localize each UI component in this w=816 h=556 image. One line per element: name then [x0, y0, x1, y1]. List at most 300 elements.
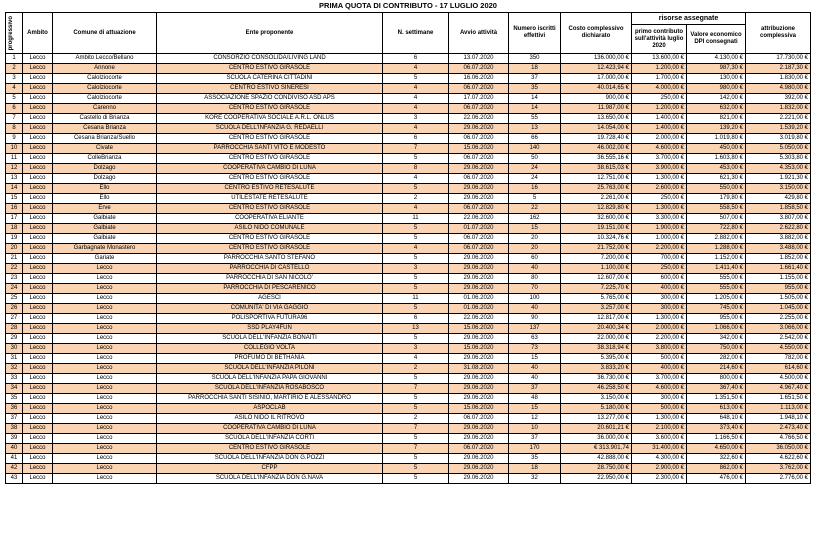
table-cell: 40.014,65 € [561, 84, 632, 94]
table-cell: 4 [383, 94, 449, 104]
table-cell: Lecco [23, 354, 53, 364]
table-cell: Ambito Lecco/Bellano [53, 54, 157, 64]
table-cell: 24 [509, 164, 561, 174]
table-cell: Lecco [53, 264, 157, 274]
table-cell: 29.06.2020 [449, 164, 509, 174]
table-cell: SSD PLAY4FUN [157, 324, 383, 334]
table-cell: Lecco [23, 394, 53, 404]
table-cell: 1.288,00 € [687, 244, 746, 254]
table-cell: Lecco [23, 184, 53, 194]
table-cell: 1.948,10 € [746, 414, 811, 424]
table-cell: 31 [6, 354, 23, 364]
contributions-table [5, 12, 811, 484]
table-cell: 12 [6, 164, 23, 174]
table-row [6, 74, 811, 84]
table-row [6, 164, 811, 174]
table-cell: 980,00 € [687, 84, 746, 94]
table-cell: KORE COOPERATIVA SOCIALE A.R.L. ONLUS [157, 114, 383, 124]
table-row [6, 394, 811, 404]
table-cell: CENTRO ESTIVO GIRASOLE [157, 104, 383, 114]
table-cell: 48 [509, 394, 561, 404]
table-cell: 29.06.2020 [449, 124, 509, 134]
table-cell: 4 [383, 64, 449, 74]
table-cell: 5 [383, 404, 449, 414]
table-row [6, 224, 811, 234]
table-cell: 13 [383, 324, 449, 334]
table-cell: 342,00 € [687, 334, 746, 344]
table-cell: 06.07.2020 [449, 234, 509, 244]
table-cell: 06.07.2020 [449, 444, 509, 454]
table-cell: 6 [383, 54, 449, 64]
table-cell: Erve [53, 204, 157, 214]
table-cell: CENTRO ESTIVO GIRASOLE [157, 204, 383, 214]
table-cell: 35 [509, 454, 561, 464]
table-cell: 137 [509, 324, 561, 334]
table-cell: 29 [6, 334, 23, 344]
table-cell: 35 [6, 394, 23, 404]
table-row [6, 314, 811, 324]
table-cell: 25.763,00 € [561, 184, 632, 194]
table-cell: 5 [383, 74, 449, 84]
table-cell: 7 [383, 144, 449, 154]
table-cell: 90 [509, 314, 561, 324]
table-cell: 4.967,40 € [746, 384, 811, 394]
table-cell: 745,00 € [687, 304, 746, 314]
table-cell: 20 [509, 234, 561, 244]
table-cell: Lecco [23, 194, 53, 204]
table-cell: 12.423,94 € [561, 64, 632, 74]
table-cell: 2.000,00 € [632, 134, 687, 144]
table-cell: 20.601,21 € [561, 424, 632, 434]
table-cell: 4 [383, 104, 449, 114]
table-cell: 1.400,00 € [632, 114, 687, 124]
table-cell: 36 [6, 404, 23, 414]
table-cell: 5 [383, 474, 449, 484]
table-cell: 392,00 € [746, 94, 811, 104]
table-cell: 2 [383, 364, 449, 374]
table-cell: 01.06.2020 [449, 304, 509, 314]
table-cell: 29.06.2020 [449, 194, 509, 204]
table-cell: 29.06.2020 [449, 464, 509, 474]
table-cell: 2.200,00 € [632, 334, 687, 344]
table-cell: 2.542,00 € [746, 334, 811, 344]
table-cell: CENTRO ESTIVO RETESALUTE [157, 184, 383, 194]
table-cell: 4 [383, 204, 449, 214]
table-cell: 22.06.2020 [449, 214, 509, 224]
table-cell: 5 [383, 154, 449, 164]
table-cell: Lecco [23, 404, 53, 414]
table-cell: 800,00 € [687, 374, 746, 384]
table-cell: 5 [383, 334, 449, 344]
table-cell: 7.200,00 € [561, 254, 632, 264]
table-cell: 60 [509, 254, 561, 264]
table-cell: 19 [6, 234, 23, 244]
table-cell: Lecco [23, 124, 53, 134]
table-cell: 555,00 € [687, 274, 746, 284]
table-cell: 13.07.2020 [449, 54, 509, 64]
table-cell: 40 [6, 444, 23, 454]
table-cell: PARROCCHIA DI CASTELLO [157, 264, 383, 274]
table-cell: 450,00 € [687, 144, 746, 154]
table-cell: 5 [383, 394, 449, 404]
table-cell: 40 [509, 364, 561, 374]
table-cell: Lecco [53, 384, 157, 394]
table-cell: 42 [6, 464, 23, 474]
table-cell: 10 [509, 424, 561, 434]
table-cell: Lecco [23, 254, 53, 264]
table-cell: AGESCI [157, 294, 383, 304]
table-row [6, 174, 811, 184]
table-cell: SCUOLA DELL'INFANZIA CORTI [157, 434, 383, 444]
table-cell: 24 [509, 174, 561, 184]
table-cell: CENTRO ESTIVO GIRASOLE [157, 444, 383, 454]
table-cell: 40 [509, 304, 561, 314]
table-cell: 36.050,00 € [746, 444, 811, 454]
table-cell: 4.353,00 € [746, 164, 811, 174]
table-cell: 2.187,30 € [746, 64, 811, 74]
table-cell: 70 [509, 284, 561, 294]
table-row [6, 444, 811, 454]
table-cell: 11.987,00 € [561, 104, 632, 114]
table-cell: Annone [53, 64, 157, 74]
table-cell: SCUOLA DELL'INFANZIA ROSABOSCO [157, 384, 383, 394]
table-cell: 162 [509, 214, 561, 224]
table-cell: 12.829,80 € [561, 204, 632, 214]
table-cell: 142,00 € [687, 94, 746, 104]
table-cell: COLLEGIO VOLTA [157, 344, 383, 354]
table-cell: 21.752,00 € [561, 244, 632, 254]
table-cell: 15.06.2020 [449, 404, 509, 414]
table-cell: Lecco [53, 444, 157, 454]
table-cell: 2.221,00 € [746, 114, 811, 124]
table-cell: 13 [6, 174, 23, 184]
table-cell: 5 [383, 254, 449, 264]
table-cell: 900,00 € [561, 94, 632, 104]
table-row [6, 114, 811, 124]
table-row [6, 324, 811, 334]
table-cell: 15.06.2020 [449, 344, 509, 354]
table-cell: 8 [383, 164, 449, 174]
table-cell: 17.730,00 € [746, 54, 811, 64]
table-cell: 5.765,00 € [561, 294, 632, 304]
table-cell: 36.000,00 € [561, 434, 632, 444]
table-cell: 1.300,00 € [632, 314, 687, 324]
table-cell: 4.130,00 € [687, 54, 746, 64]
table-cell: 2.882,00 € [687, 234, 746, 244]
table-cell: Lecco [23, 414, 53, 424]
table-cell: 06.07.2020 [449, 174, 509, 184]
table-cell: 4.600,00 € [632, 144, 687, 154]
table-cell: 3 [383, 344, 449, 354]
table-cell: 1.830,00 € [746, 74, 811, 84]
table-cell: 32 [509, 474, 561, 484]
table-cell: 14 [509, 94, 561, 104]
table-cell: Lecco [23, 64, 53, 74]
table-cell: PARROCCHIA DI SAN NICOLO' [157, 274, 383, 284]
table-cell: COMUNITA' DI VIA GAGGIO [157, 304, 383, 314]
table-cell: 1.505,00 € [746, 294, 811, 304]
table-cell: 13 [509, 124, 561, 134]
table-cell: Calolziocorte [53, 84, 157, 94]
table-cell: 429,80 € [746, 194, 811, 204]
table-cell: 9 [6, 134, 23, 144]
table-cell: 22.06.2020 [449, 314, 509, 324]
table-cell: 39 [6, 434, 23, 444]
table-row [6, 424, 811, 434]
col-primo-contributo: primo contributo sull'attività luglio 2020 [632, 25, 687, 54]
table-cell: 987,30 € [687, 64, 746, 74]
table-cell: Lecco [23, 154, 53, 164]
table-cell: 14 [6, 184, 23, 194]
table-cell: 3.900,00 € [632, 164, 687, 174]
table-cell: 41 [6, 454, 23, 464]
table-cell: 300,00 € [632, 304, 687, 314]
table-cell: Lecco [23, 424, 53, 434]
table-cell: Lecco [53, 354, 157, 364]
table-cell: Lecco [23, 274, 53, 284]
table-cell: 1.832,00 € [746, 104, 811, 114]
table-cell: CENTRO ESTIVO SINERESI [157, 84, 383, 94]
table-cell: 13.277,00 € [561, 414, 632, 424]
table-cell: CENTRO ESTIVO GIRASOLE [157, 64, 383, 74]
table-cell: 6 [383, 134, 449, 144]
table-cell: 38.318,94 € [561, 344, 632, 354]
table-cell: 32.600,00 € [561, 214, 632, 224]
table-cell: 01.06.2020 [449, 294, 509, 304]
table-cell: 7 [6, 114, 23, 124]
table-cell: Lecco [53, 424, 157, 434]
table-cell: 136.000,00 € [561, 54, 632, 64]
table-cell: 3.150,00 € [746, 184, 811, 194]
table-cell: 20 [509, 244, 561, 254]
table-cell: ColleBrianza [53, 154, 157, 164]
table-cell: 400,00 € [632, 364, 687, 374]
table-cell: 17.07.2020 [449, 94, 509, 104]
table-cell: Lecco [53, 364, 157, 374]
table-cell: 1.300,00 € [632, 414, 687, 424]
table-cell: 11 [383, 294, 449, 304]
table-row [6, 454, 811, 464]
table-cell: CONSORZIO CONSOLIDA/LIVING LAND [157, 54, 383, 64]
table-cell: 821,00 € [687, 114, 746, 124]
table-row [6, 474, 811, 484]
table-cell: 2.473,40 € [746, 424, 811, 434]
table-cell: 1.155,00 € [746, 274, 811, 284]
table-cell: 46.258,50 € [561, 384, 632, 394]
table-cell: 18 [509, 64, 561, 74]
table-cell: 20 [6, 244, 23, 254]
table-cell: 558,50 € [687, 204, 746, 214]
table-cell: 4.000,00 € [632, 84, 687, 94]
table-cell: Cesana Brianza/Suello [53, 134, 157, 144]
table-cell: 42.888,00 € [561, 454, 632, 464]
table-cell: Castello di Brianza [53, 114, 157, 124]
table-cell: Lecco [53, 304, 157, 314]
table-cell: 476,00 € [687, 474, 746, 484]
table-cell: POLISPORTIVA FUTURA96 [157, 314, 383, 324]
table-cell: Lecco [23, 134, 53, 144]
table-cell: 7.225,70 € [561, 284, 632, 294]
table-row [6, 244, 811, 254]
table-cell: 15 [6, 194, 23, 204]
table-cell: 5 [383, 284, 449, 294]
table-row [6, 284, 811, 294]
table-row [6, 304, 811, 314]
table-cell: Lecco [53, 324, 157, 334]
table-cell: 17 [6, 214, 23, 224]
table-cell: 5.180,00 € [561, 404, 632, 414]
table-cell: 550,00 € [687, 184, 746, 194]
table-cell: Lecco [23, 334, 53, 344]
table-row [6, 464, 811, 474]
table-cell: 322,60 € [687, 454, 746, 464]
table-cell: 3.800,00 € [632, 344, 687, 354]
table-cell: Gariate [53, 254, 157, 264]
table-cell: 29.06.2020 [449, 254, 509, 264]
table-cell: € 313.901,74 [561, 444, 632, 454]
table-cell: 3 [6, 74, 23, 84]
table-cell: 5 [509, 194, 561, 204]
table-cell: 2 [383, 414, 449, 424]
table-cell: 22.06.2020 [449, 114, 509, 124]
table-cell: 3.150,00 € [561, 394, 632, 404]
table-cell: 25 [6, 294, 23, 304]
table-cell: Lecco [23, 444, 53, 454]
table-row [6, 434, 811, 444]
table-cell: Garbagnate Monastero [53, 244, 157, 254]
table-cell: 4 [383, 124, 449, 134]
table-cell: Lecco [23, 464, 53, 474]
table-cell: 1.411,40 € [687, 264, 746, 274]
table-cell: 5 [383, 224, 449, 234]
table-cell: 1.661,40 € [746, 264, 811, 274]
table-row [6, 54, 811, 64]
table-cell: 35 [509, 84, 561, 94]
table-cell: Lecco [23, 144, 53, 154]
table-cell: 4.766,50 € [746, 434, 811, 444]
table-cell: PARROCCHIA SANTI VITO E MODESTO [157, 144, 383, 154]
table-cell: 2.255,00 € [746, 314, 811, 324]
table-cell: 46.002,00 € [561, 144, 632, 154]
table-cell: 06.07.2020 [449, 414, 509, 424]
col-avvio: Avvio attività [449, 13, 509, 54]
table-cell: Lecco [23, 244, 53, 254]
table-cell: Lecco [53, 414, 157, 424]
table-cell: Lecco [23, 174, 53, 184]
table-cell: ASILO NIDO IL RITROVO [157, 414, 383, 424]
table-cell: 12 [509, 414, 561, 424]
table-cell: 700,00 € [632, 254, 687, 264]
table-cell: 50 [509, 154, 561, 164]
table-cell: 4 [6, 84, 23, 94]
table-cell: SCUOLA DELL'INFANZIA BONAITI [157, 334, 383, 344]
table-cell: 37 [6, 414, 23, 424]
table-cell: 5 [383, 234, 449, 244]
table-cell: 722,80 € [687, 224, 746, 234]
table-cell: 13.600,00 € [632, 54, 687, 64]
table-cell: Lecco [53, 404, 157, 414]
table-cell: 66 [509, 134, 561, 144]
table-row [6, 64, 811, 74]
table-cell: 4.300,00 € [632, 454, 687, 464]
table-row [6, 364, 811, 374]
col-risorse-group: risorse assegnate [632, 13, 746, 25]
table-cell: 1.400,00 € [632, 124, 687, 134]
table-cell: Lecco [53, 374, 157, 384]
table-cell: 782,00 € [746, 354, 811, 364]
table-cell: 16 [6, 204, 23, 214]
table-cell: Lecco [53, 454, 157, 464]
table-cell: Calolziocorte [53, 94, 157, 104]
table-cell: Lecco [23, 54, 53, 64]
table-cell: 139,20 € [687, 124, 746, 134]
table-cell: 06.07.2020 [449, 64, 509, 74]
table-cell: 500,00 € [632, 354, 687, 364]
table-cell: 350 [509, 54, 561, 64]
table-cell: 29.06.2020 [449, 474, 509, 484]
table-cell: 648,10 € [687, 414, 746, 424]
table-cell: 300,00 € [632, 394, 687, 404]
table-cell: 2.100,00 € [632, 424, 687, 434]
table-cell: COOPERATIVA CAMBIO DI LUNA [157, 424, 383, 434]
table-cell: 5.395,00 € [561, 354, 632, 364]
table-cell: 37 [509, 384, 561, 394]
table-cell: 06.07.2020 [449, 84, 509, 94]
table-cell: Lecco [23, 454, 53, 464]
table-cell: 1.300,00 € [632, 204, 687, 214]
table-row [6, 414, 811, 424]
table-cell: Dolzago [53, 174, 157, 184]
col-settimane: N. settimane [383, 13, 449, 54]
table-cell: 40 [509, 264, 561, 274]
table-cell: Galbiate [53, 214, 157, 224]
table-cell: 22 [6, 264, 23, 274]
table-cell: 5 [383, 464, 449, 474]
table-cell: 06.07.2020 [449, 104, 509, 114]
table-cell: Lecco [23, 364, 53, 374]
table-cell: 1.539,20 € [746, 124, 811, 134]
table-cell: Calolziocorte [53, 74, 157, 84]
table-cell: 38.615,03 € [561, 164, 632, 174]
table-cell: 06.07.2020 [449, 204, 509, 214]
table-cell: 2.200,00 € [632, 244, 687, 254]
table-cell: 55 [509, 114, 561, 124]
table-cell: 29.06.2020 [449, 334, 509, 344]
table-cell: 300,00 € [632, 294, 687, 304]
table-cell: 3.257,00 € [561, 304, 632, 314]
table-cell: 1.045,00 € [746, 304, 811, 314]
table-row [6, 194, 811, 204]
col-iscritti: Numero iscritti effettivi [509, 13, 561, 54]
table-cell: 14 [509, 104, 561, 114]
table-cell: 179,80 € [687, 194, 746, 204]
table-cell: 26 [6, 304, 23, 314]
table-cell: 29.06.2020 [449, 454, 509, 464]
table-cell: 614,60 € [746, 364, 811, 374]
table-cell: 15.06.2020 [449, 144, 509, 154]
table-cell: 130,00 € [687, 74, 746, 84]
col-progressivo: progressivo [6, 13, 23, 54]
table-cell: 170 [509, 444, 561, 454]
table-cell: 17.000,00 € [561, 74, 632, 84]
table-cell: 373,40 € [687, 424, 746, 434]
table-cell: 20.400,34 € [561, 324, 632, 334]
table-row [6, 124, 811, 134]
table-cell: SCUOLA DELL'INFANZIA DON G.NAVA [157, 474, 383, 484]
table-cell: 3.600,00 € [632, 434, 687, 444]
table-cell: 2.261,00 € [561, 194, 632, 204]
table-cell: 1.000,00 € [632, 234, 687, 244]
